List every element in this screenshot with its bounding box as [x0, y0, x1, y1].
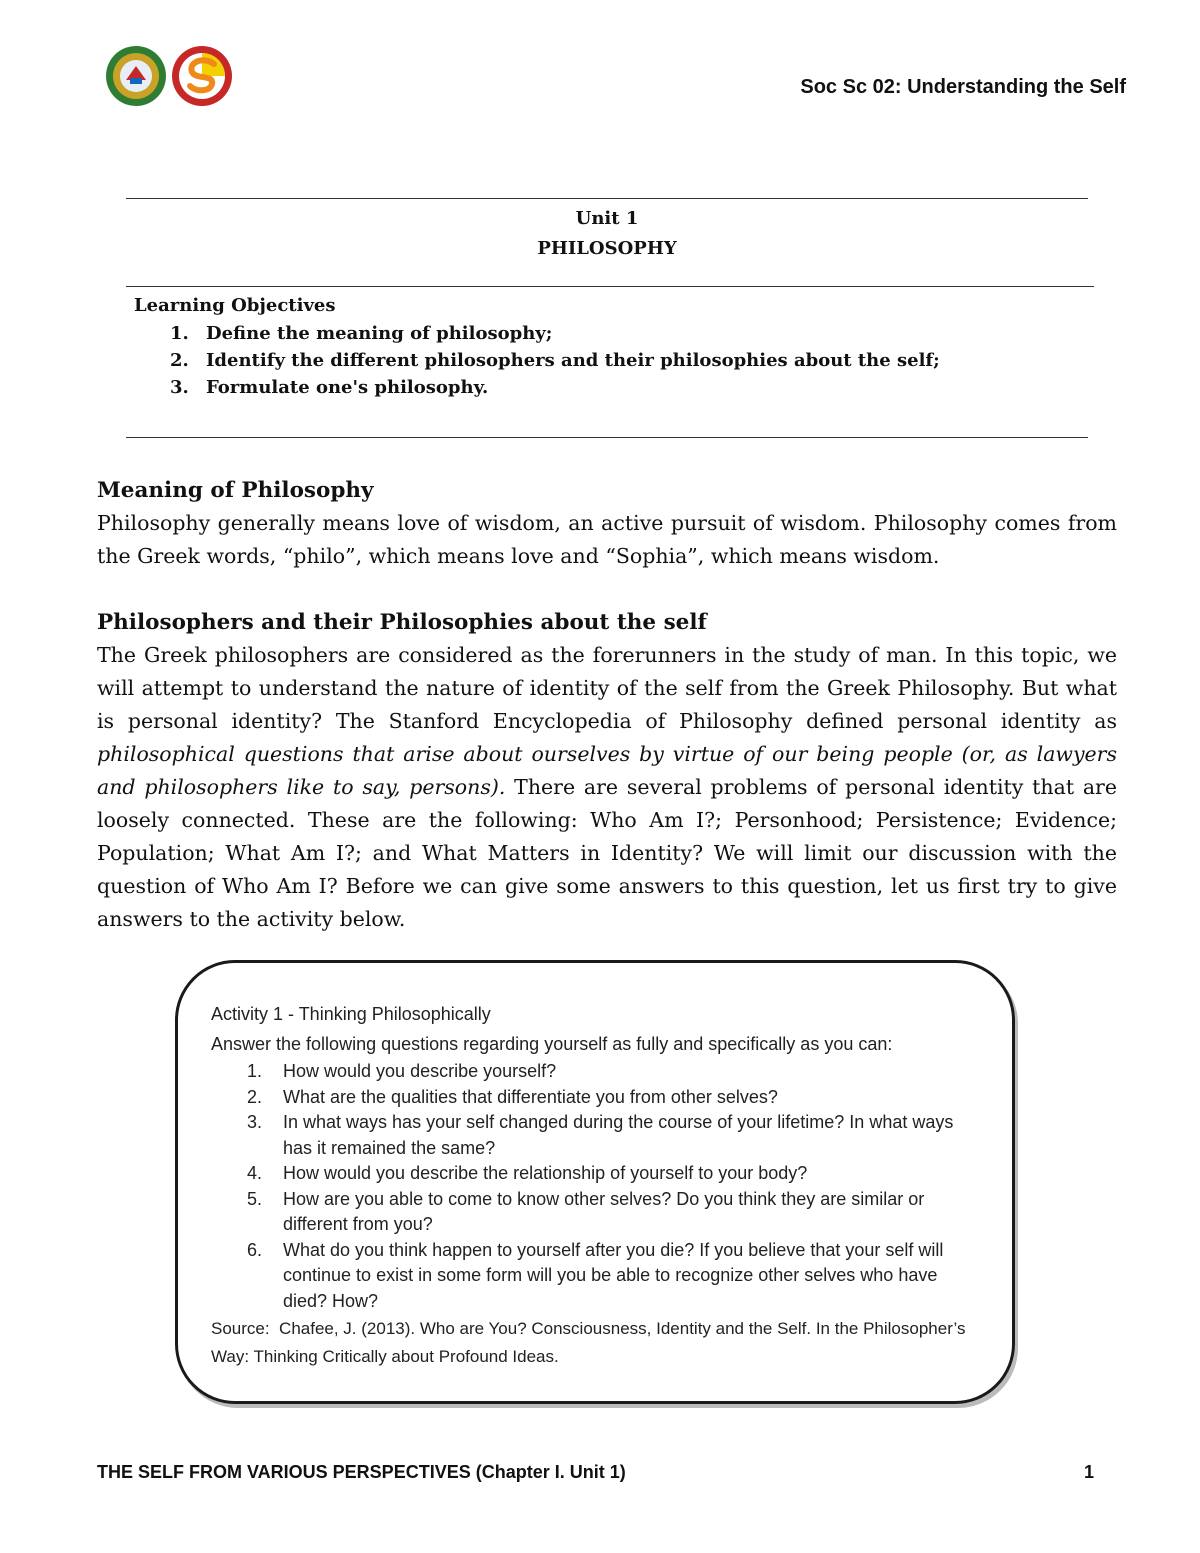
footer-chapter-title: THE SELF FROM VARIOUS PERSPECTIVES (Chapter I. Unit 1) [97, 1462, 626, 1482]
activity-question [211, 1085, 981, 1111]
objectives-heading: Learning Objectives [134, 295, 336, 316]
learning-objectives [134, 292, 1084, 401]
objective-item [134, 374, 1084, 401]
objective-item [134, 320, 1084, 347]
paragraph-text-2: There are several problems of personal identity that are loosely connected. These are the following: Who Am I?; Personhood; Persistence; Evidence; Population; What Am I?; and What Matters in Identity? We will limit our discussion with the question of Who Am I? Before we can give some answers to this question, let us first try to give answers to the activity below. [97, 775, 1117, 931]
question-text: How are you able to come to know other selves? Do you think they are similar or different from you? [283, 1188, 925, 1234]
course-title: Soc Sc 02: Understanding the Self [800, 76, 1126, 98]
meaning-heading: Meaning of Philosophy [97, 478, 374, 503]
objective-number: 3. [170, 377, 189, 398]
objective-number: 2. [170, 350, 189, 371]
meaning-paragraph: Philosophy generally means love of wisdom, an active pursuit of wisdom. Philosophy comes from the Greek words, “philo”, which means love and “Sophia”, which means wisdom. [97, 511, 1117, 568]
activity-source [211, 1315, 981, 1371]
divider-bottom [126, 437, 1088, 438]
philosophers-heading: Philosophers and their Philosophies about the self [97, 610, 707, 635]
activity-question [211, 1110, 981, 1161]
objective-item [134, 347, 1084, 374]
activity-instruction: Answer the following questions regarding yourself as fully and specifically as you can: [211, 1034, 893, 1054]
objective-text: Identify the different philosophers and their philosophies about the self; [206, 350, 940, 371]
objective-number: 1. [170, 323, 189, 344]
question-text: How would you describe the relationship of yourself to your body? [283, 1163, 808, 1183]
objective-text: Define the meaning of philosophy; [206, 323, 553, 344]
paragraph-italic-quote: philosophical questions that arise about ourselves by virtue of our being people (or, as lawyers and philosophers like to say, persons). [97, 742, 1117, 799]
activity-title: Activity 1 - Thinking Philosophically [211, 1004, 491, 1024]
activity-content [211, 999, 981, 1371]
question-text: What do you think happen to yourself after you die? If you believe that your self will continue to exist in some form will you be able to recognize other selves who have died? How? [283, 1239, 944, 1311]
question-number: 3. [247, 1112, 263, 1132]
activity-question [211, 1161, 981, 1187]
objectives-list [134, 320, 1084, 401]
divider-middle [126, 286, 1094, 287]
university-seal-icon [106, 46, 166, 106]
question-number: 5. [247, 1188, 263, 1209]
page-number: 1 [1084, 1462, 1095, 1482]
source-citation: Chafee, J. (2013). Who are You? Consciousness, Identity and the Self. In the Philosopher’s Way: Thinking Critically about Profound Ideas. [211, 1319, 966, 1366]
question-text: What are the qualities that differentiate you from other selves? [283, 1086, 778, 1107]
unit-title: PHILOSOPHY [537, 238, 677, 259]
philosophers-section [97, 606, 1117, 936]
source-label: Source: [211, 1319, 270, 1338]
activity-question [211, 1187, 981, 1238]
activity-question [211, 1238, 981, 1315]
college-logo-icon [172, 46, 232, 106]
question-text: In what ways has your self changed during the course of your lifetime? In what ways has it remained the same? [283, 1112, 954, 1158]
unit-label: Unit 1 [575, 208, 639, 229]
logos [104, 44, 236, 108]
activity-box [175, 960, 1015, 1404]
meaning-section [97, 474, 1117, 573]
philosophers-paragraph [97, 639, 1117, 936]
question-number: 4. [247, 1163, 263, 1183]
objective-text: Formulate one's philosophy. [206, 377, 489, 398]
question-number: 1. [247, 1061, 263, 1081]
question-number: 6. [247, 1239, 263, 1260]
paragraph-text-1: The Greek philosophers are considered as the forerunners in the study of man. In this topic, we will attempt to understand the nature of identity of the self from the Greek Philosophy. But what is personal identity? The Stanford Encyclopedia of Philosophy defined personal identity as [97, 643, 1117, 733]
question-number: 2. [247, 1086, 263, 1107]
unit-heading [126, 204, 1088, 264]
question-text: How would you describe yourself? [283, 1061, 557, 1081]
activity-questions [211, 1059, 981, 1314]
activity-question [211, 1059, 981, 1085]
divider-top [126, 198, 1088, 199]
